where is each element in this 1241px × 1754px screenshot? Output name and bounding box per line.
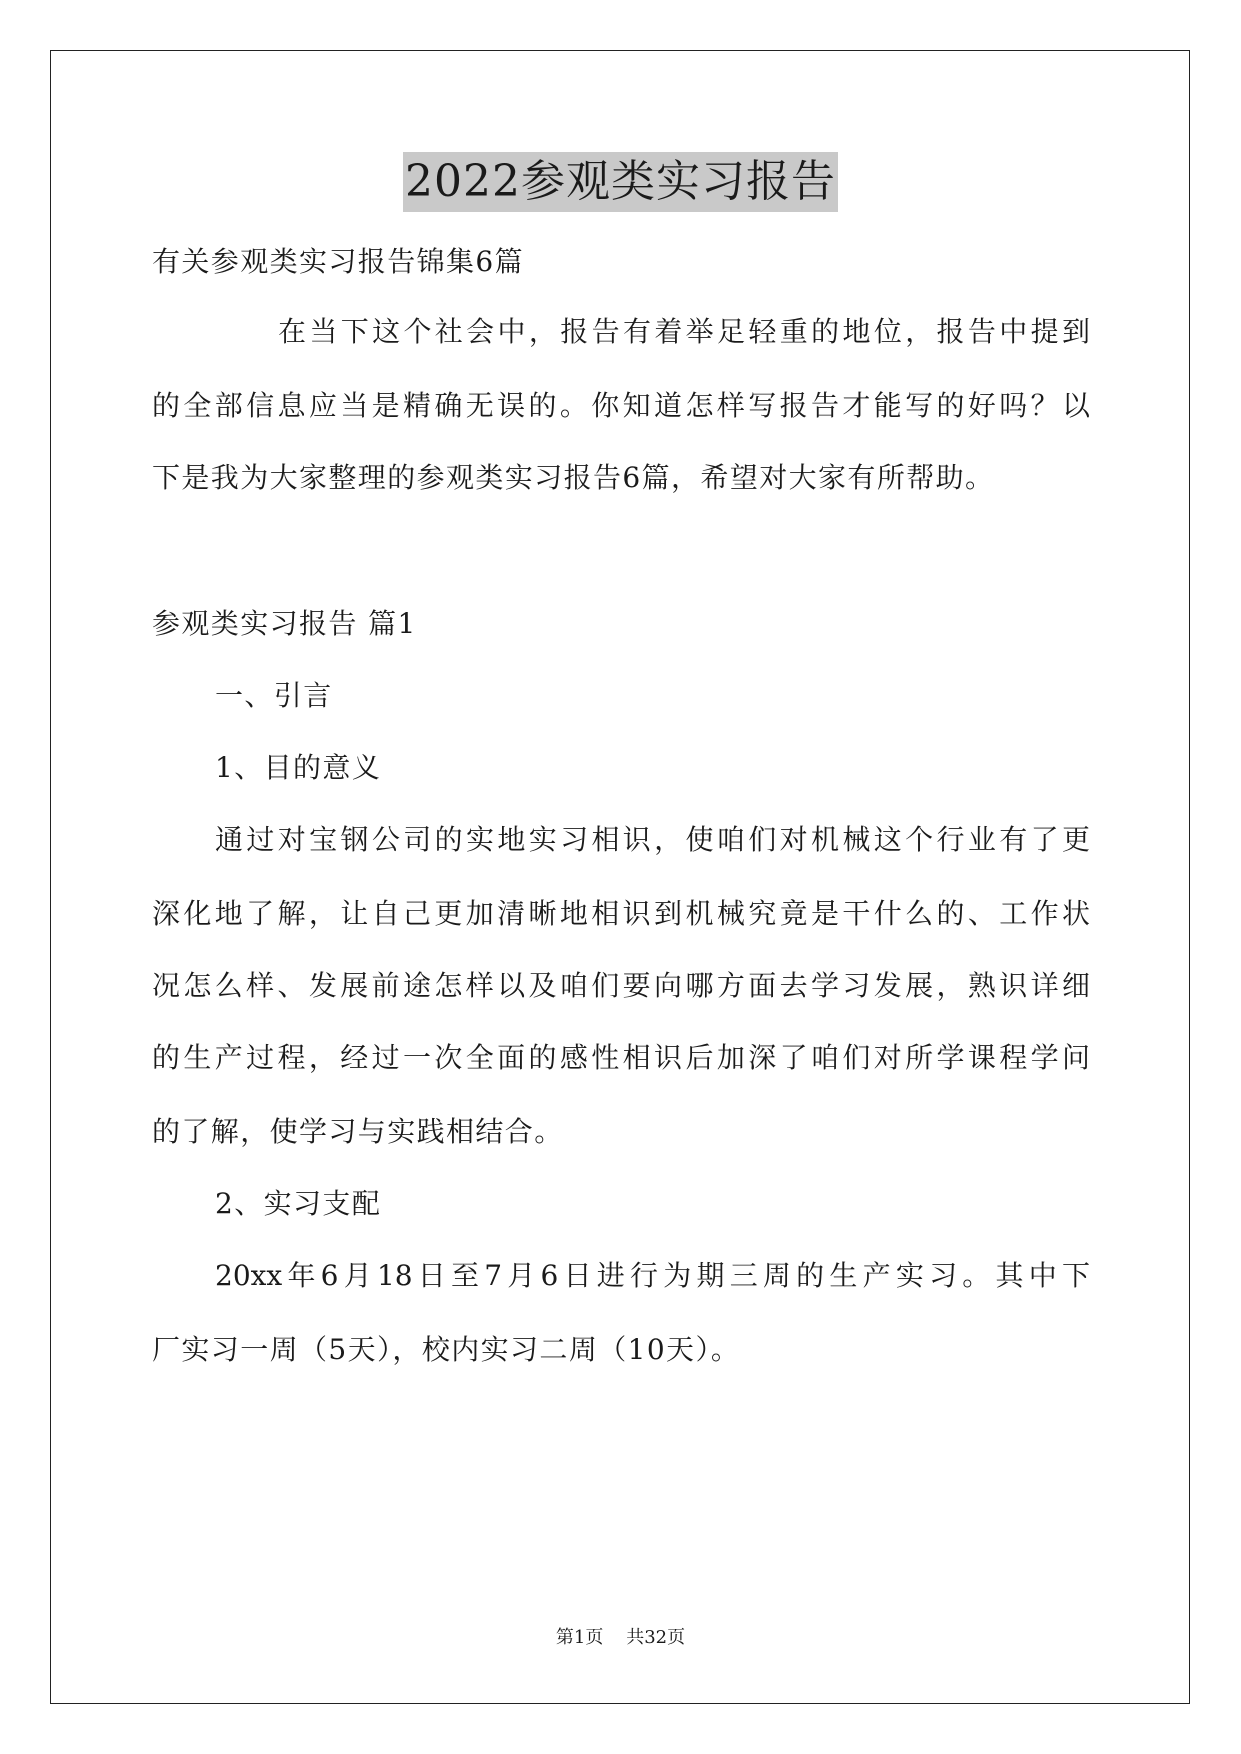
intro-line: 在当下这个社会中，报告有着举足轻重的地位，报告中提到 [278, 315, 1090, 348]
paragraph-line: 的生产过程，经过一次全面的感性相识后加深了咱们对所学课程学问 [152, 1041, 1090, 1074]
paragraph-line: 通过对宝钢公司的实地实习相识，使咱们对机械这个行业有了更 [215, 823, 1090, 856]
section-heading: 参观类实习报告 篇1 [152, 607, 417, 640]
paragraph-line: 20xx年6月18日至7月6日进行为期三周的生产实习。其中下 [215, 1259, 1090, 1292]
document-title: 2022参观类实习报告 [403, 152, 838, 212]
page-border [50, 50, 1190, 1704]
heading-arrangement: 2、实习支配 [215, 1187, 382, 1220]
paragraph-line: 深化地了解，让自己更加清晰地相识到机械究竟是干什么的、工作状 [152, 897, 1090, 930]
heading-introduction: 一、引言 [215, 679, 333, 712]
intro-line: 的全部信息应当是精确无误的。你知道怎样写报告才能写的好吗？以 [152, 389, 1090, 422]
page-number-footer: 第1页 共32页 [555, 1627, 686, 1648]
document-subtitle: 有关参观类实习报告锦集6篇 [152, 245, 525, 278]
paragraph-line: 厂实习一周（5天），校内实习二周（10天）。 [152, 1333, 741, 1366]
heading-purpose: 1、目的意义 [215, 751, 382, 784]
intro-line: 下是我为大家整理的参观类实习报告6篇，希望对大家有所帮助。 [152, 461, 995, 494]
paragraph-line: 的了解，使学习与实践相结合。 [152, 1115, 564, 1148]
paragraph-line: 况怎么样、发展前途怎样以及咱们要向哪方面去学习发展，熟识详细 [152, 969, 1090, 1002]
title-container [0, 152, 1241, 212]
